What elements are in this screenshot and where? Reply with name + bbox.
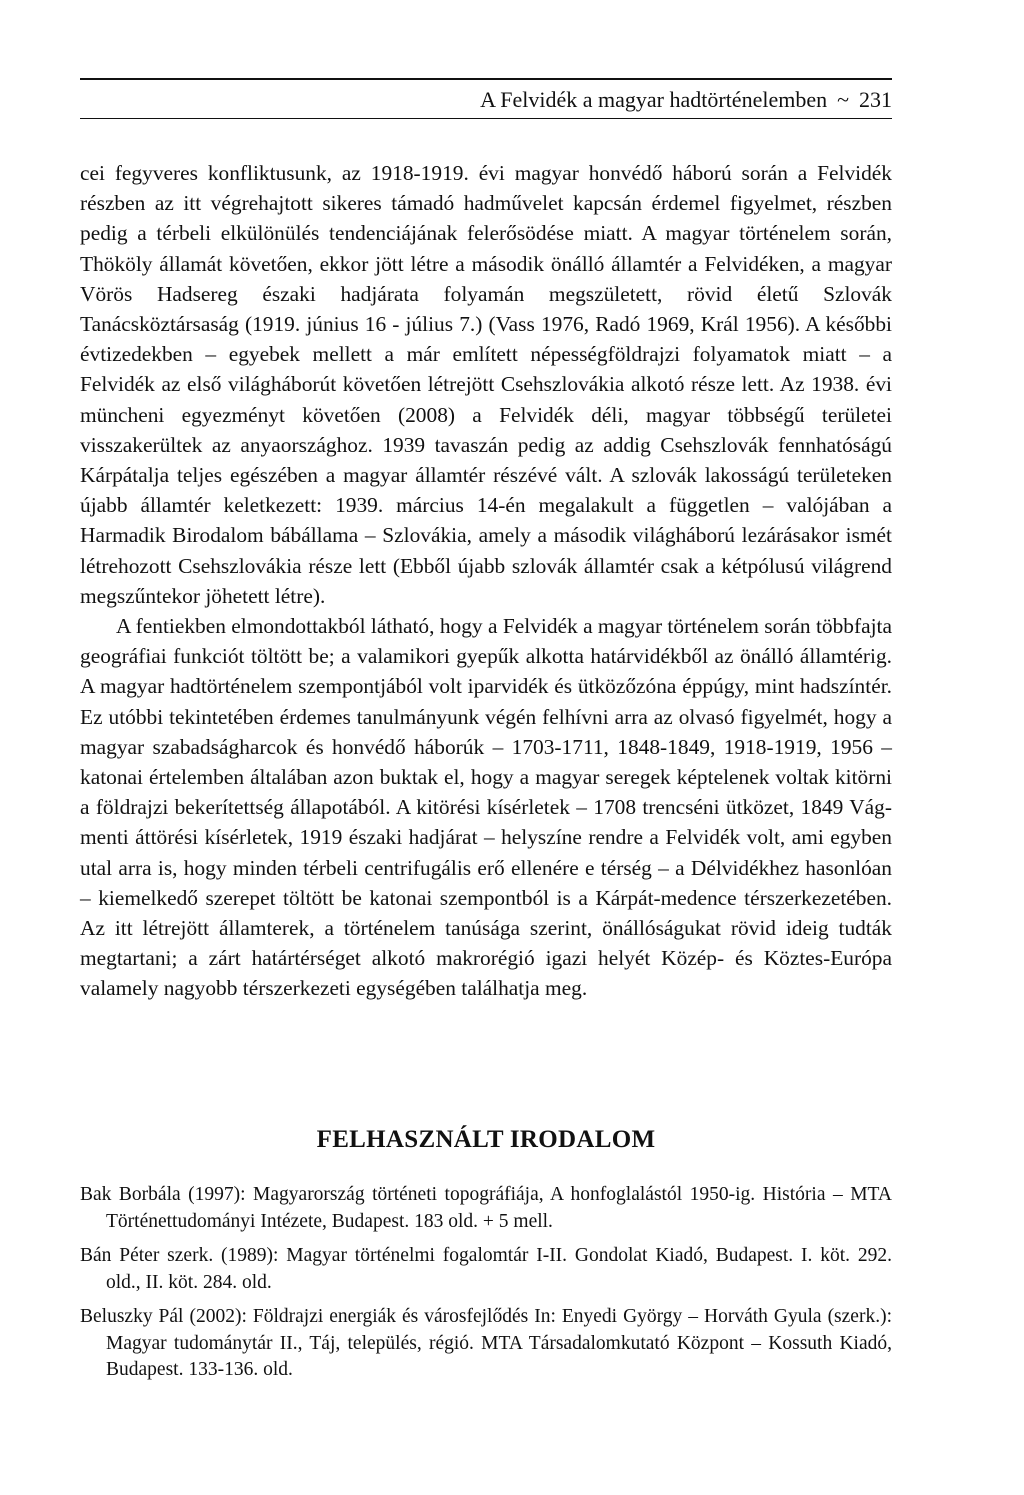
paragraph-1: cei fegyveres konfliktusunk, az 1918-1919. évi magyar honvédő háború során a Felvidék részben az itt végrehajtott sikeres támadó hadművelet kapcsán érdemel figyelmet, részben pedig a térbeli elkülönülés tendenciájának felerősödése miatt. A magyar történelem során, Thököly államát követően, ekkor jött létre a második önálló államtér a Felvidéken, a magyar Vörös Hadsereg északi hadjárata folyamán megszületett, rövid életű Szlovák Tanácsköztársaság (1919. június 16 - július 7.) (Vass 1976, Radó 1969, Král 1956). A későbbi évtizedekben – egyebek mellett a már említett népességföldrajzi folyamatok miatt – a Felvidék az első világháborút követően létrejött Csehszlovákia alkotó része lett. Az 1938. évi müncheni egyezményt követően (2008) a Felvidék déli, magyar többségű területei visszakerültek az anyaországhoz. 1939 tavaszán pedig az addig Csehszlovák fennhatóságú Kárpátalja teljes egészében a magyar államtér részévé vált. A szlovák lakosságú területeken újabb államtér keletkezett: 1939. március 14-én megalakult a független – valójában a Harmadik Birodalom bábállama – Szlovákia, amely a második világháború lezárásakor ismét létrehozott Csehszlovákia része lett (Ebből újabb szlovák államtér csak a kétpólusú világrend megszűntekor jöhetett létre). [80, 161, 892, 608]
running-header [80, 86, 892, 114]
reference-item: Bak Borbála (1997): Magyarország történeti topográfiája, A honfoglalástól 1950-ig. História – MTA Történettudományi Intézete, Budapest. 183 old. + 5 mell. [80, 1184, 892, 1232]
paragraph-2: A fentiekben elmondottakból látható, hogy a Felvidék a magyar történelem során többfajta geográfiai funkciót töltött be; a valamikori gyepűk alkotta határvidékből az önálló államtérig. A magyar hadtörténelem szempontjából volt iparvidék és ütközőzóna éppúgy, mint hadszíntér. Ez utóbbi tekintetében érdemes tanulmányunk végén felhívni arra az olvasó figyelmét, hogy a magyar szabadságharcok és honvédő háborúk – 1703-1711, 1848-1849, 1918-1919, 1956 – katonai értelemben általában azon buktak el, hogy a magyar seregek képtelenek voltak kitörni a földrajzi bekerítettség állapotából. A kitörési kísérletek – 1708 trencséni ütközet, 1849 Vág-menti áttörési kísérletek, 1919 északi hadjárat – helyszíne rendre a Felvidék volt, ami egyben utal arra is, hogy minden térbeli centrifugális erő ellenére e térség – a Délvidékhez hasonlóan – kiemelkedő szerepet töltött be katonai szempontból is a Kárpát-medence térszerkezetében. Az itt létrejött államterek, a történelem tanúsága szerint, önállóságukat rövid ideig tudták megtartani; a zárt határtérséget alkotó makrorégió igazi helyét Közép- és Köztes-Európa valamely nagyobb térszerkezeti egységében találhatja meg. [80, 614, 892, 1001]
main-text [80, 158, 892, 1004]
header-top-rule [80, 78, 892, 80]
header-separator: ~ [837, 87, 849, 112]
references-heading: FELHASZNÁLT IRODALOM [316, 1126, 656, 1153]
reference-item: Bán Péter szerk. (1989): Magyar történelmi fogalomtár I-II. Gondolat Kiadó, Budapest. I. köt. 292. old., II. köt. 284. old. [80, 1245, 892, 1293]
page-number: 231 [859, 87, 892, 112]
running-title: A Felvidék a magyar hadtörténelemben [480, 87, 828, 112]
reference-item: Beluszky Pál (2002): Földrajzi energiák és városfejlődés In: Enyedi György – Horváth Gyula (szerk.): Magyar tudománytár II., Táj, település, régió. MTA Társadalomkutató Központ – Kossuth Kiadó, Budapest. 133-136. old. [80, 1306, 892, 1380]
references-list [80, 1182, 892, 1392]
header-bottom-rule [80, 118, 892, 119]
